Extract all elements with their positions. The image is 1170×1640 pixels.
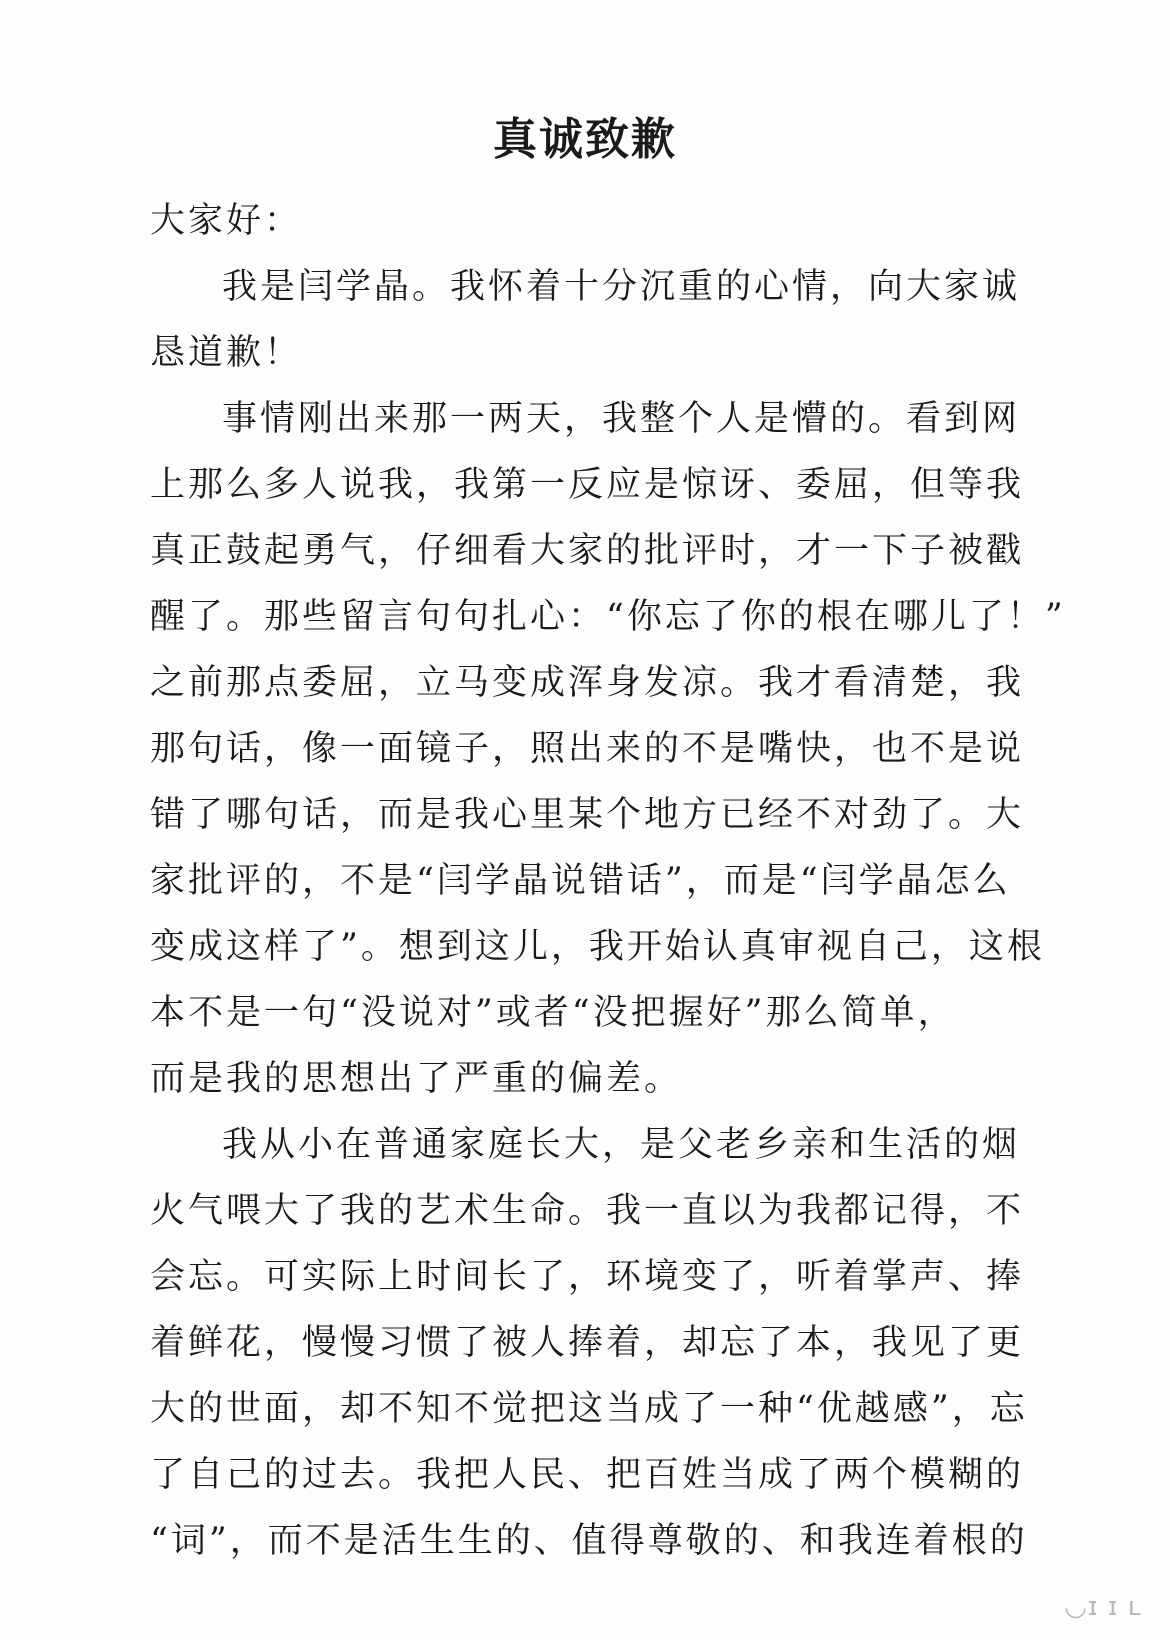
text-line: 火气喂大了我的艺术生命。我一直以为我都记得，不 bbox=[150, 1191, 1025, 1231]
text-line: 我是闫学晶。我怀着十分沉重的心情，向大家诚 bbox=[222, 267, 1021, 307]
document-title: 真诚致歉 bbox=[493, 114, 677, 165]
text-line: 事情刚出来那一两天，我整个人是懵的。看到网 bbox=[222, 399, 1021, 439]
text-line: 变成这样了”。想到这儿，我开始认真审视自己，这根 bbox=[150, 927, 1045, 967]
text-line: 之前那点委屈，立马变成浑身发凉。我才看清楚，我 bbox=[150, 663, 1025, 703]
text-line: 家批评的，不是“闫学晶说错话”，而是“闫学晶怎么 bbox=[150, 861, 1011, 901]
text-line: 上那么多人说我，我第一反应是惊讶、委屈，但等我 bbox=[150, 465, 1025, 505]
text-line: 大家好： bbox=[150, 201, 303, 241]
text-line: 了自己的过去。我把人民、把百姓当成了两个模糊的 bbox=[150, 1455, 1025, 1495]
text-line: 恳道歉！ bbox=[150, 333, 303, 373]
text-line: 真正鼓起勇气，仔细看大家的批评时，才一下子被戳 bbox=[150, 531, 1025, 571]
text-line: 会忘。可实际上时间长了，环境变了，听着掌声、捧 bbox=[150, 1257, 1025, 1297]
document-body bbox=[150, 188, 1066, 1574]
text-line: “词”，而不是活生生的、值得尊敬的、和我连着根的 bbox=[150, 1521, 1028, 1561]
text-line: 本不是一句“没说对”或者“没把握好”那么简单， bbox=[150, 993, 956, 1033]
watermark: ◡ɪ ɪ ʟ bbox=[1064, 1592, 1142, 1622]
text-line: 我从小在普通家庭长大，是父老乡亲和生活的烟 bbox=[222, 1125, 1021, 1165]
text-line: 着鲜花，慢慢习惯了被人捧着，却忘了本，我见了更 bbox=[150, 1323, 1025, 1363]
text-line: 而是我的思想出了严重的偏差。 bbox=[150, 1059, 683, 1099]
text-line: 醒了。那些留言句句扎心：“你忘了你的根在哪儿了！” bbox=[150, 597, 1066, 637]
text-line: 大的世面，却不知不觉把这当成了一种“优越感”，忘 bbox=[150, 1389, 1028, 1429]
text-line: 那句话，像一面镜子，照出来的不是嘴快，也不是说 bbox=[150, 729, 1025, 769]
text-line: 错了哪句话，而是我心里某个地方已经不对劲了。大 bbox=[150, 795, 1025, 835]
